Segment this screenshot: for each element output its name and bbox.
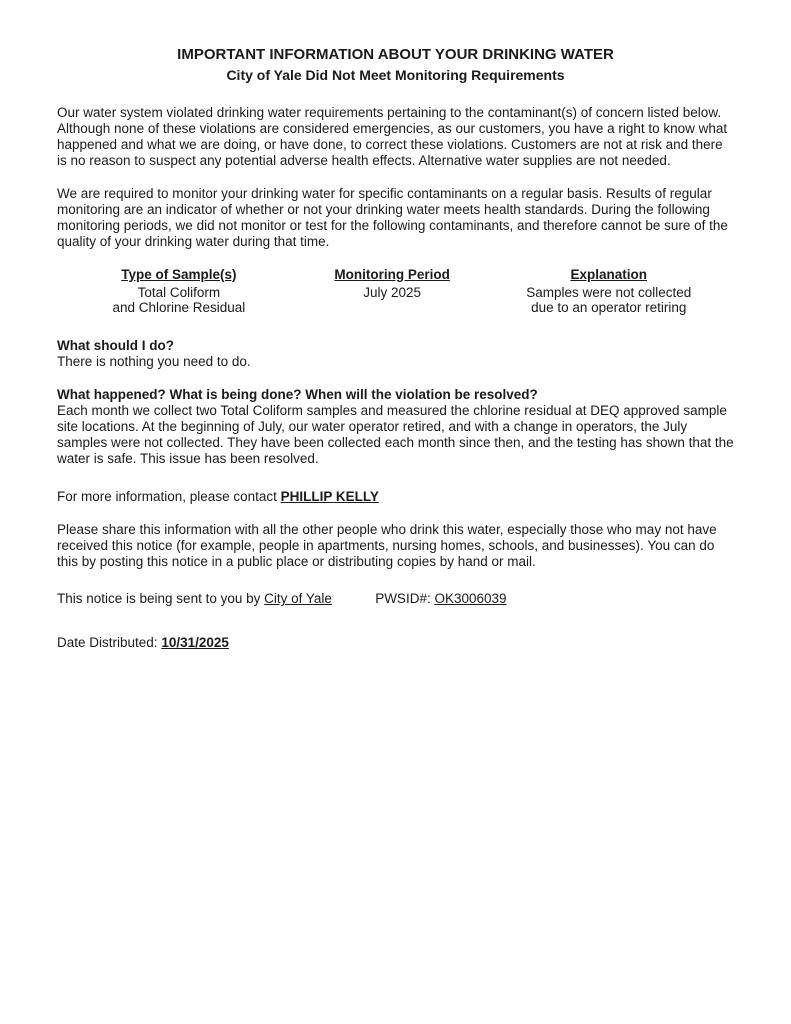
sent-by-row xyxy=(57,591,734,607)
sample-table-column-explanation xyxy=(484,267,734,317)
date-distributed-label: Date Distributed: xyxy=(57,635,158,651)
monitoring-explanation-paragraph: We are required to monitor your drinking water for specific contaminants on a regular basis. Results of regular monitoring are an indicator of whether or not your drinking water meets health standards. During the following monitoring periods, we did not monitor or test for the following contaminants, and therefore cannot be sure of the quality of your drinking water during that time. xyxy=(57,185,728,249)
violation-intro-paragraph: Our water system violated drinking water requirements pertaining to the contaminant(s) of concern listed below. Although none of these violations are considered emergencies, as our customers, you have a right to know what happened and what we are doing, or have done, to correct these violations. Customers are not at risk and there is no reason to suspect any potential adverse health effects. Alternative water supplies are not needed. xyxy=(57,105,728,168)
sample-type-line-2: and Chlorine Residual xyxy=(112,300,246,316)
contact-line xyxy=(57,489,734,505)
explanation-line-2: due to an operator retiring xyxy=(531,300,687,316)
sample-table-column-period xyxy=(301,267,484,317)
contact-name: PHILLIP KELLY xyxy=(280,488,379,504)
sent-by-line xyxy=(57,591,375,607)
what-happened-body: Each month we collect two Total Coliform samples and measured the chlorine residual at DEQ approved sample site locations. At the beginning of July, our water operator retired, and with a change in operators, the July samples were not collected. They have been collected each month since then, and the testing has shown that the water is safe. This issue has been resolved. xyxy=(57,403,734,466)
sample-table xyxy=(57,267,734,317)
document-subtitle: City of Yale Did Not Meet Monitoring Requirements xyxy=(226,66,565,83)
what-to-do-heading: What should I do? xyxy=(57,338,174,354)
pwsid-line xyxy=(375,591,506,607)
contact-prefix: For more information, please contact xyxy=(57,488,281,504)
date-distributed-value: 10/31/2025 xyxy=(161,635,229,651)
date-distributed-line xyxy=(57,635,734,651)
pwsid-value: OK3006039 xyxy=(434,591,507,607)
share-notice-paragraph: Please share this information with all the other people who drink this water, especially those who may not have received this notice (for example, people in apartments, nursing homes, schools, and businesses). You can do this by posting this notice in a public place or distributing copies by hand or mail. xyxy=(57,521,717,569)
sample-type-header: Type of Sample(s) xyxy=(121,266,237,282)
sample-table-column-type xyxy=(57,267,301,317)
monitoring-period-line-1: July 2025 xyxy=(363,284,421,300)
what-happened-heading: What happened? What is being done? When will the violation be resolved? xyxy=(57,387,538,403)
monitoring-period-header: Monitoring Period xyxy=(334,266,450,282)
explanation-header: Explanation xyxy=(570,266,647,282)
document-title: IMPORTANT INFORMATION ABOUT YOUR DRINKING WATER xyxy=(177,46,614,63)
sample-type-line-1: Total Coliform xyxy=(137,284,221,300)
what-to-do-body: There is nothing you need to do. xyxy=(57,354,251,370)
pwsid-label: PWSID#: xyxy=(375,591,435,607)
explanation-line-1: Samples were not collected xyxy=(526,284,692,300)
sent-by-prefix: This notice is being sent to you by xyxy=(57,591,265,607)
sent-by-name: City of Yale xyxy=(264,591,332,607)
